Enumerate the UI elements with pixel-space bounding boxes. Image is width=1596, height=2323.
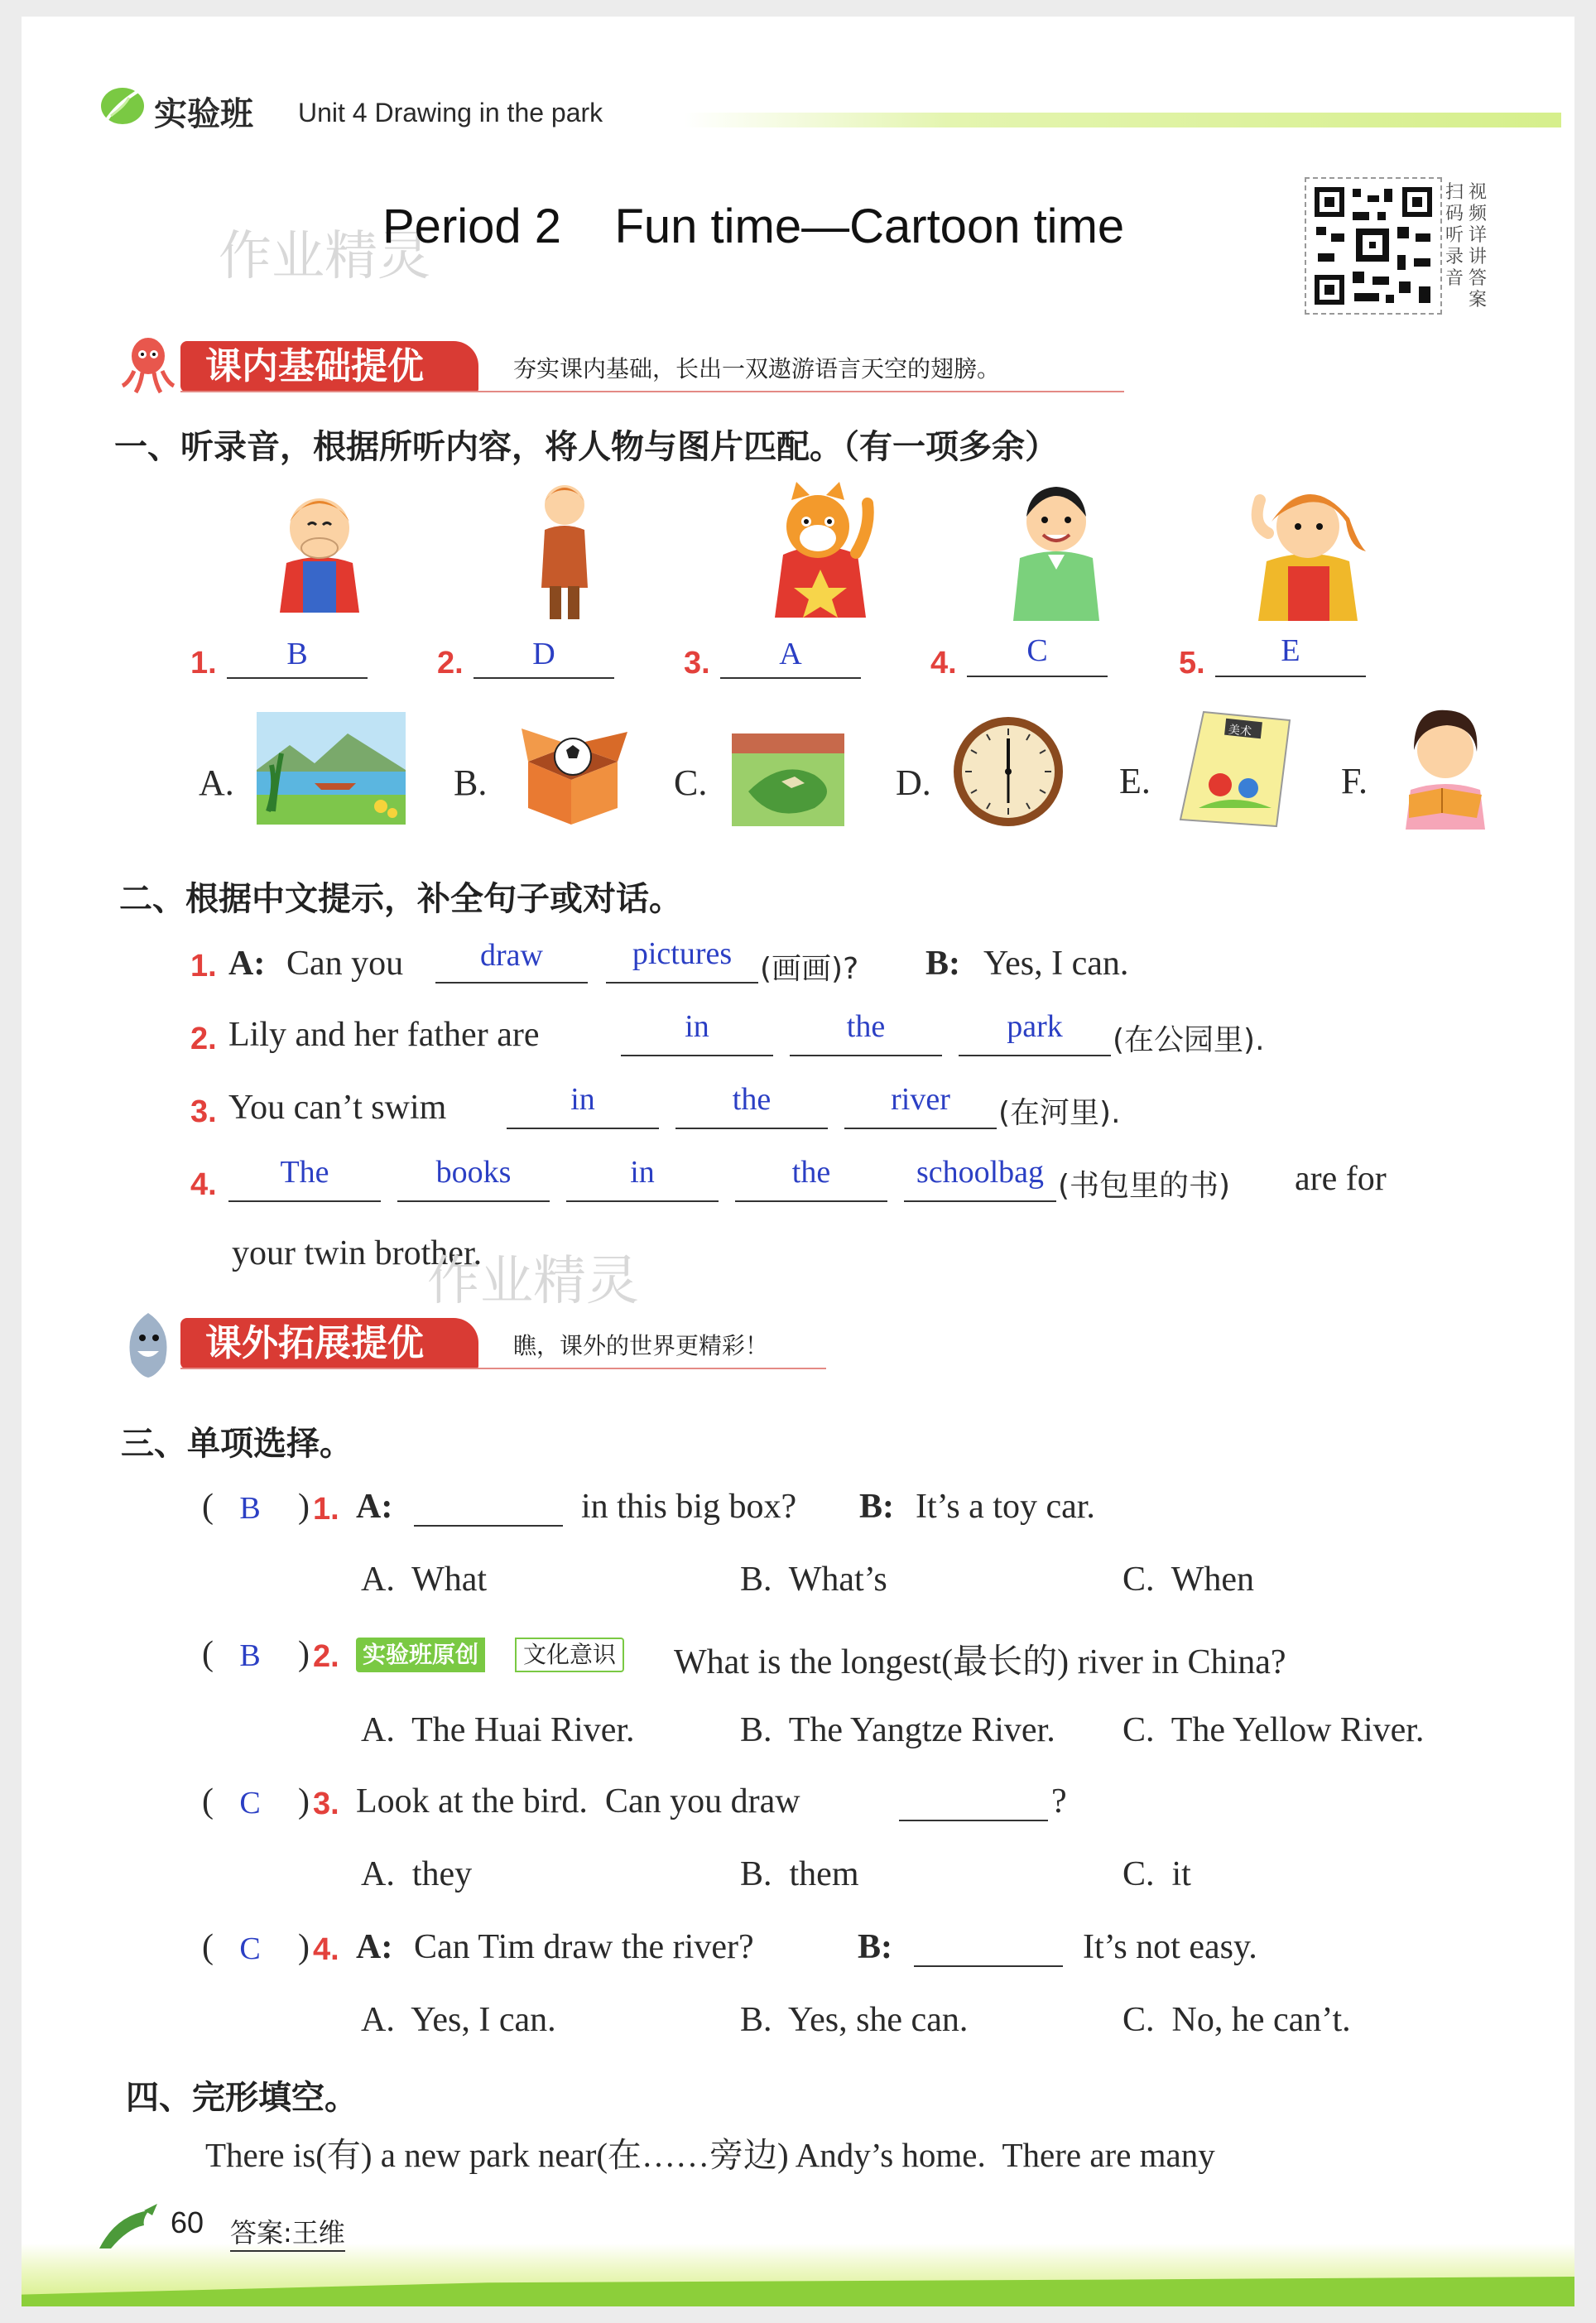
boy-covering-mouth-picture: [270, 480, 369, 613]
s2-q4-blank1[interactable]: The: [280, 1155, 329, 1190]
boy-standing-picture: [531, 477, 598, 626]
mc2-culture-tag: 文化意识: [515, 1638, 624, 1672]
mc3-num: 3.: [313, 1787, 339, 1821]
option-letter-a: A.: [199, 762, 234, 803]
mc4-option-c[interactable]: C. No, he can’t.: [1122, 2001, 1351, 2039]
girl-waving-picture: [1238, 475, 1379, 621]
s2-q4-line2: [397, 1200, 550, 1202]
s2-q2-line1: [621, 1055, 773, 1056]
s2-q3-blank2[interactable]: the: [732, 1082, 772, 1117]
mc1-post: It’s a toy car.: [916, 1488, 1095, 1526]
smiling-boy-picture: [1007, 472, 1106, 621]
s2-q1-blank2[interactable]: pictures: [632, 936, 733, 971]
art-book-label: 美术: [1228, 723, 1252, 739]
mc2-answer[interactable]: B: [239, 1638, 261, 1673]
mc2-option-b[interactable]: B. The Yangtze River.: [740, 1711, 1055, 1749]
mc1-a-label: A:: [356, 1488, 393, 1526]
s2-q3-blank1[interactable]: in: [570, 1082, 595, 1117]
mc3-option-c[interactable]: C. it: [1122, 1855, 1191, 1893]
art-book-picture: [1179, 709, 1291, 831]
section1-banner: 课内基础提优: [180, 341, 478, 392]
mc4-option-a[interactable]: A. Yes, I can.: [361, 2001, 556, 2039]
s2-q1-num: 1.: [190, 949, 217, 984]
clock-picture: [950, 714, 1066, 830]
s2-q1-line1: [435, 982, 588, 984]
mc1-blank: [414, 1525, 563, 1527]
s2-q2-blank2[interactable]: the: [846, 1009, 886, 1044]
mc4-paren-open: (: [202, 1928, 214, 1966]
s2-q3-line2: [675, 1128, 828, 1129]
section1-slogan: 夯实课内基础，长出一双遨游语言天空的翅膀。: [513, 355, 1001, 382]
s2-q4-num: 4.: [190, 1167, 217, 1202]
option-letter-c: C.: [674, 762, 708, 803]
s2-q2-hint: (在公园里).: [1113, 1023, 1265, 1057]
s2-q4-line5: [904, 1200, 1056, 1202]
section4-heading: 四、完形填空。: [126, 2079, 358, 2117]
dolphin-icon: [96, 2202, 162, 2253]
workbook-page: [22, 17, 1574, 2306]
section3-banner: 课外拓展提优: [180, 1318, 478, 1369]
s2-q3-line3: [844, 1128, 997, 1129]
lake-scenery-picture: [257, 712, 406, 825]
mc2-original-tag: 实验班原创: [356, 1638, 485, 1672]
mc2-paren-close: ): [298, 1635, 310, 1673]
mc1-num: 1.: [313, 1492, 339, 1527]
cartoon-tiger-picture: [758, 479, 882, 621]
mc3-paren-close: ): [298, 1782, 310, 1820]
watermark: 作业精灵: [219, 226, 430, 287]
match-answer-4[interactable]: C: [1026, 633, 1048, 668]
match-answer-3[interactable]: A: [779, 637, 802, 671]
match-blank-3: [720, 677, 861, 679]
section3-heading: 三、单项选择。: [121, 1425, 353, 1463]
header: [22, 17, 1574, 149]
option-letter-f: F.: [1341, 761, 1368, 801]
option-letter-e: E.: [1119, 761, 1151, 801]
qr-caption-2: 视频详讲答案: [1469, 182, 1488, 310]
match-blank-2: [474, 677, 614, 679]
mc1-answer[interactable]: B: [239, 1491, 261, 1526]
match-blank-5: [1215, 676, 1366, 677]
shark-mascot-icon: [119, 1310, 177, 1379]
page-number: 60: [171, 2205, 204, 2239]
mc3-answer[interactable]: C: [239, 1786, 261, 1820]
mc1-paren-open: (: [202, 1488, 214, 1526]
qr-code[interactable]: [1305, 177, 1442, 315]
s2-q1-post: Yes, I can.: [983, 945, 1129, 983]
s2-q4-line4: [735, 1200, 887, 1202]
unit-title: Unit 4 Drawing in the park: [298, 98, 603, 127]
s2-q4-line1: [228, 1200, 381, 1202]
s2-q1-a-label: A:: [228, 945, 266, 983]
mc2-option-a[interactable]: A. The Huai River.: [361, 1711, 635, 1749]
mc3-paren-open: (: [202, 1782, 214, 1820]
s2-q4-line3: [566, 1200, 719, 1202]
s2-q4-blank3[interactable]: in: [630, 1155, 655, 1190]
match-blank-1: [227, 677, 368, 679]
section3-slogan: 瞧，课外的世界更精彩！: [513, 1332, 769, 1359]
mc4-paren-close: ): [298, 1928, 310, 1966]
mc4-blank: [914, 1965, 1063, 1967]
girl-reading-picture: [1396, 704, 1495, 830]
s2-q4-blank4[interactable]: the: [791, 1155, 831, 1190]
section1-heading: 一、听录音，根据所听内容，将人物与图片匹配。（有一项多余）: [114, 428, 1058, 466]
match-answer-2[interactable]: D: [532, 637, 555, 671]
s2-q3-line1: [507, 1128, 659, 1129]
match-num-5: 5.: [1179, 646, 1205, 681]
mc2-text: What is the longest(最长的) river in China?: [674, 1643, 1286, 1681]
s2-q3-blank3[interactable]: river: [891, 1082, 950, 1117]
leaf-logo-icon: [99, 81, 146, 127]
section1-rule: [180, 391, 1124, 392]
s2-q1-pre: Can you: [286, 945, 404, 983]
mc3-option-b[interactable]: B. them: [740, 1855, 859, 1893]
page-title: Period 2 Fun time—Cartoon time: [382, 200, 1125, 253]
s2-q4-post: are for: [1295, 1160, 1387, 1198]
match-num-3: 3.: [684, 646, 710, 681]
s2-q4-blank2[interactable]: books: [435, 1155, 512, 1190]
mc3-text: Look at the bird. Can you draw: [356, 1782, 800, 1820]
mc2-paren-open: (: [202, 1635, 214, 1673]
s2-q2-line2: [790, 1055, 942, 1056]
mc3-post: ?: [1051, 1782, 1067, 1820]
match-answer-5[interactable]: E: [1281, 633, 1300, 668]
section2-heading: 二、根据中文提示，补全句子或对话。: [119, 880, 682, 918]
green-field-picture: [732, 733, 844, 826]
s2-q1-line2: [606, 982, 758, 984]
mc2-num: 2.: [313, 1639, 339, 1674]
s2-q2-blank1[interactable]: in: [685, 1009, 709, 1044]
header-stripe: [684, 113, 1561, 127]
qr-caption: 扫码听录音: [1445, 182, 1464, 289]
mc1-option-b[interactable]: B. What’s: [740, 1561, 887, 1599]
s2-q3-hint: (在河里).: [998, 1096, 1121, 1130]
mc1-text: in this big box?: [581, 1488, 797, 1526]
s2-q4-hint: (书包里的书): [1058, 1169, 1231, 1203]
ball-in-box-picture: [512, 715, 632, 825]
s2-q1-blank1[interactable]: draw: [480, 938, 543, 973]
squid-mascot-icon: [119, 334, 177, 397]
section4-text: There is(有) a new park near(在……旁边) Andy’s home. There are many: [205, 2136, 1215, 2174]
s2-q2-blank3[interactable]: park: [1007, 1009, 1063, 1044]
mc4-b-label: B:: [858, 1928, 892, 1966]
match-answer-1[interactable]: B: [286, 637, 308, 671]
match-blank-4: [967, 676, 1108, 677]
mc2-option-c[interactable]: C. The Yellow River.: [1122, 1711, 1425, 1749]
match-num-4: 4.: [930, 646, 957, 681]
match-num-1: 1.: [190, 646, 217, 681]
s2-q4-line2-text: your twin brother.: [232, 1234, 483, 1272]
mc1-option-c[interactable]: C. When: [1122, 1561, 1255, 1599]
s2-q3-pre: You can’t swim: [228, 1089, 447, 1127]
mc3-option-a[interactable]: A. they: [361, 1855, 473, 1893]
option-letter-b: B.: [454, 762, 488, 803]
brand-name: 实验班: [154, 95, 253, 133]
mc4-answer[interactable]: C: [239, 1931, 261, 1966]
mc1-b-label: B:: [859, 1488, 894, 1526]
answer-credit: 答案:王维: [230, 2212, 345, 2252]
mc4-post: It’s not easy.: [1083, 1928, 1257, 1966]
s2-q4-blank5[interactable]: schoolbag: [916, 1155, 1045, 1190]
s2-q2-pre: Lily and her father are: [228, 1016, 540, 1054]
mc4-text: Can Tim draw the river?: [414, 1928, 754, 1966]
s2-q1-b-label: B:: [925, 945, 960, 983]
mc3-blank: [899, 1820, 1048, 1821]
watermark-2: 作业精灵: [427, 1251, 639, 1312]
option-letter-d: D.: [896, 762, 931, 803]
s2-q3-num: 3.: [190, 1094, 217, 1129]
match-num-2: 2.: [437, 646, 464, 681]
s2-q2-line3: [959, 1055, 1111, 1056]
mc1-option-a[interactable]: A. What: [361, 1561, 488, 1599]
s2-q2-num: 2.: [190, 1022, 217, 1056]
mc1-paren-close: ): [298, 1488, 310, 1526]
mc4-a-label: A:: [356, 1928, 393, 1966]
section3-rule: [180, 1368, 826, 1369]
s2-q1-hint: (画画)?: [760, 952, 859, 986]
mc4-option-b[interactable]: B. Yes, she can.: [740, 2001, 969, 2039]
mc4-num: 4.: [313, 1932, 339, 1967]
